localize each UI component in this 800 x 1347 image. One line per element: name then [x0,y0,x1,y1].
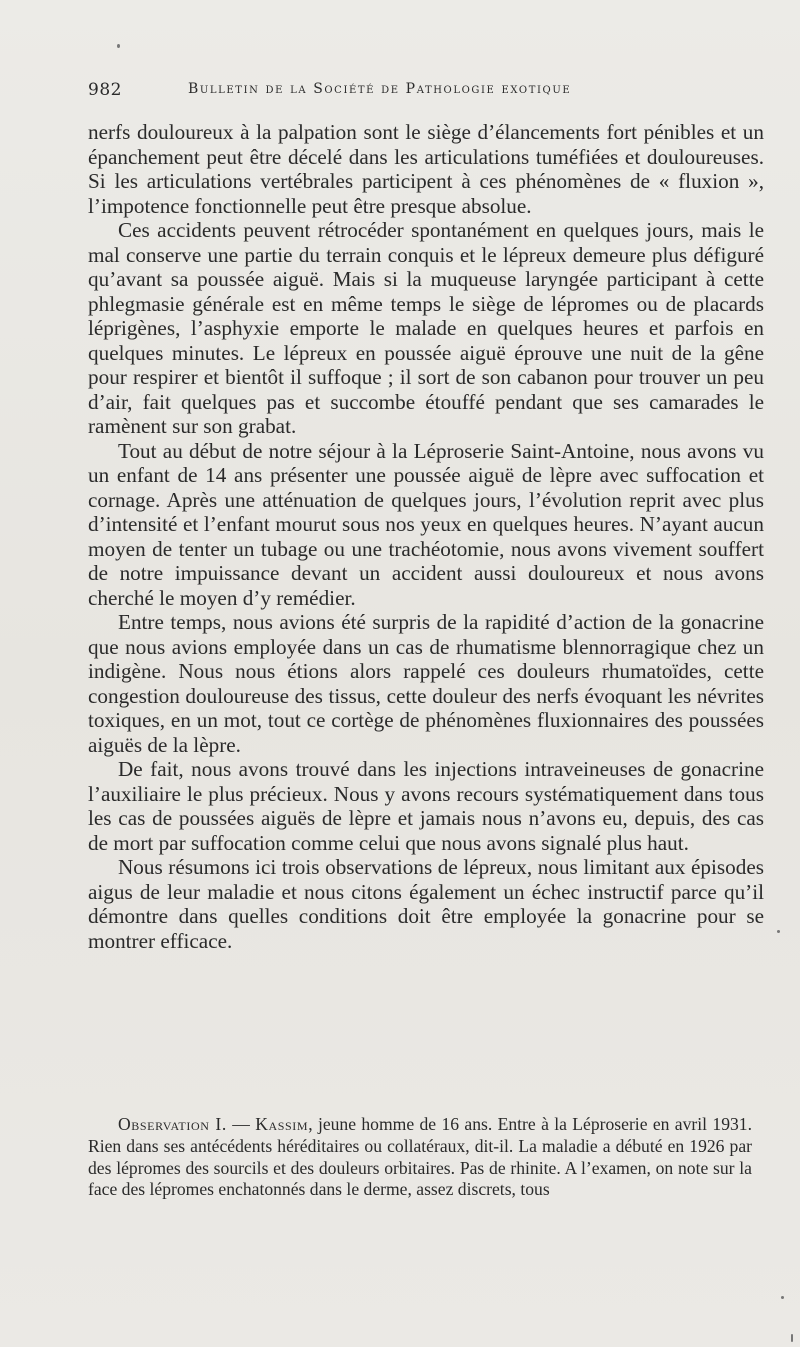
observation-block [88,1114,752,1201]
scan-speck [777,930,780,933]
observation-paragraph [88,1114,752,1201]
observation-label: Observation I. [118,1114,227,1134]
paragraph: Nous résumons ici trois observations de lépreux, nous limitant aux épisodes aigus de leur maladie et nous citons également un échec instructif parce qu’il démontre dans quelles conditions doit être employée la gonacrine pour se montrer efficace. [88,855,764,953]
journal-title: Bulletin de la Société de Pathologie exotique [188,81,572,97]
paragraph: Entre temps, nous avions été surpris de la rapidité d’action de la gonacrine que nous avions employée dans un cas de rhumatisme blennorragique chez un indigène. Nous nous étions alors rappelé ces douleurs rhumatoïdes, cette congestion douloureuse des tissus, cette douleur des nerfs évoquant les névrites toxiques, en un mot, tout ce cortège de phénomènes fluxionnaires des poussées aiguës de la lèpre. [88,610,764,757]
paragraph: Tout au début de notre séjour à la Léproserie Saint-Antoine, nous avons vu un enfant de 14 ans présenter une poussée aiguë de lèpre avec suffocation et cornage. Après une atténuation de quelques jours, l’évolution reprit avec plus d’intensité et l’enfant mourut sous nos yeux en quelques heures. N’ayant aucun moyen de tenter un tubage ou une trachéotomie, nous avons vivement souffert de notre impuissance devant un accident aussi douloureux et nous avons cherché le moyen d’y remédier. [88,438,764,610]
patient-name: Kassim [255,1114,309,1134]
scan-speck [791,1334,793,1342]
scan-speck [117,44,120,48]
scan-speck [781,1296,784,1299]
observation-text: , jeune homme de 16 ans. Entre à la Léproserie en avril 1931. Rien dans ses antécédents héréditaires ou collatéraux, dit-il. La maladie a débuté en 1926 par des lépromes des sourcils et des douleurs orbitaires. Pas de rhinite. A l’examen, on note sur la face des lépromes enchatonnés dans le derme, assez discrets, tous [88,1114,752,1200]
page-number: 982 [88,80,122,100]
paragraph-continued: nerfs douloureux à la palpation sont le siège d’élancements fort pénibles et un épanchement peut être décelé dans les articulations tuméfiées et douloureuses. Si les articulations vertébrales participent à ces phénomènes de « fluxion », l’impotence fonctionnelle peut être presque absolue. [88,120,764,218]
observation-dash: — [226,1114,256,1134]
paragraph: Ces accidents peuvent rétrocéder spontanément en quelques jours, mais le mal conserve une partie du terrain conquis et le lépreux demeure plus défiguré qu’avant sa poussée aiguë. Mais si la muqueuse laryngée participant à cette phlegmasie générale est en même temps le siège de lépromes ou de placards léprigènes, l’asphyxie emporte le malade en quelques heures et parfois en quelques minutes. Le lépreux en poussée aiguë éprouve une nuit de la gêne pour respirer et bientôt il suffoque ; il sort de son cabanon pour trouver un peu d’air, fait quelques pas et succombe étouffé pendant que ses camarades le ramènent sur son grabat. [88,218,764,438]
body-text [88,120,764,953]
running-header [88,80,778,104]
paragraph: De fait, nous avons trouvé dans les injections intraveineuses de gonacrine l’auxiliaire le plus précieux. Nous y avons recours systématiquement dans tous les cas de poussées aiguës de lèpre et jamais nous n’avons eu, depuis, des cas de mort par suffocation comme celui que nous avons signalé plus haut. [88,757,764,855]
